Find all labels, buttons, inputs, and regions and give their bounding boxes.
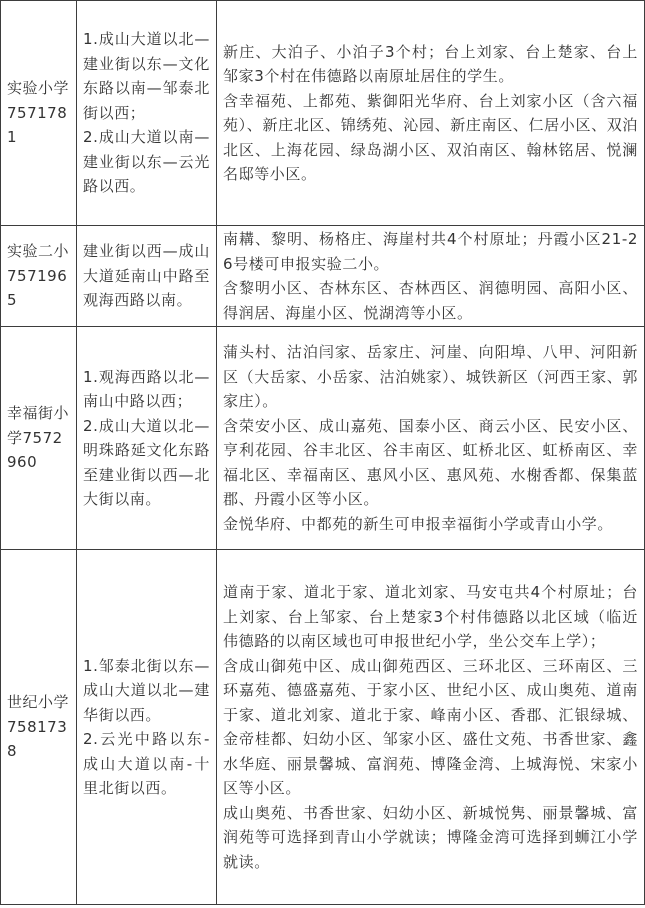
area-text: 金悦华府、中都苑的新生可申报幸福街小学或青山小学。 [223,514,614,533]
area-text: 含成山御苑中区、成山御苑西区、三环北区、三环南区、三环嘉苑、德盛嘉苑、于家小区、世纪小区、成山奥苑、道南于家、道北刘家、道北于家、峰南小区、香郡、汇银绿城、金帝桂都、妇幼小区、邹家小区、盛仕文苑、书香世家、鑫水华庭、丽景馨城、富润苑、博隆金湾、上城海悦、宋家小区等小区。 [223,656,638,797]
area-text: 新庄、大泊子、小泊子3个村；台上刘家、台上楚家、台上邹家3个村在伟德路以南原址居住的学生。 [223,42,638,85]
boundary-cell [77,226,217,327]
school-name-cell: 世纪小学7581738 [1,550,77,905]
boundary-text: 2.成山大道以北—明珠路延文化东路至建业街以西—北大街以南。 [83,416,210,508]
area-cell [217,1,645,226]
boundary-cell [77,1,217,226]
area-text: 含黎明小区、杏林东区、杏林西区、润德明园、高阳小区、得润居、海崖小区、悦湖湾等小区。 [223,279,638,322]
school-name-cell: 实验二小7571965 [1,226,77,327]
area-text: 蒲头村、沽泊闫家、岳家庄、河崖、向阳埠、八甲、河阳新区（大岳家、小岳家、沽泊姚家）、城铁新区（河西王家、郭家庄）。 [223,343,638,410]
boundary-text: 2.成山大道以南—建业街以东—云光路以西。 [83,128,210,196]
area-cell [217,226,645,327]
area-text: 南耩、黎明、杨格庄、海崖村共4个村原址；丹霞小区21-26号楼可申报实验二小。 [223,230,638,273]
area-cell [217,550,645,905]
area-text: 成山奥苑、书香世家、妇幼小区、新城悦隽、丽景馨城、富润苑等可选择到青山小学就读；博隆金湾可选择到蛳江小学就读。 [223,803,638,871]
table-row [1,550,645,905]
area-text: 道南于家、道北于家、道北刘家、马安屯共4个村原址；台上刘家、台上邹家、台上楚家3个村伟德路以北区域（临近伟德路的以南区域也可申报世纪小学，坐公交车上学）； [223,583,638,650]
table-row [1,327,645,550]
school-name-cell: 实验小学7571781 [1,1,77,226]
area-text: 含荣安小区、成山嘉苑、国泰小区、商云小区、民安小区、亨利花园、谷丰北区、谷丰南区、虹桥北区、虹桥南区、幸福北区、幸福南区、惠风小区、惠风苑、水榭香都、保集蓝郡、丹霞小区等小区。 [223,416,638,508]
boundary-text: 1.邹泰北街以东—成山大道以北—建华街以西。 [83,656,210,724]
table-row [1,226,645,327]
boundary-text: 1.成山大道以北—建业街以东—文化东路以南—邹泰北街以西； [83,30,210,122]
boundary-cell [77,327,217,550]
area-cell [217,327,645,550]
boundary-text: 建业街以西—成山大道延南山中路至观海西路以南。 [83,242,210,310]
table-row [1,1,645,226]
area-text: 含幸福苑、上都苑、紫御阳光华府、台上刘家小区（含六福苑）、新庄北区、锦绣苑、沁园、新庄南区、仁居小区、双泊北区、上海花园、绿岛湖小区、双泊南区、翰林铭居、悦澜名邸等小区。 [223,91,638,183]
boundary-cell [77,550,217,905]
school-name-cell: 幸福街小学7572960 [1,327,77,550]
boundary-text: 2.云光中路以东-成山大道以南-十里北街以西。 [83,730,210,797]
boundary-text: 1.观海西路以北—南山中路以西； [83,367,210,410]
